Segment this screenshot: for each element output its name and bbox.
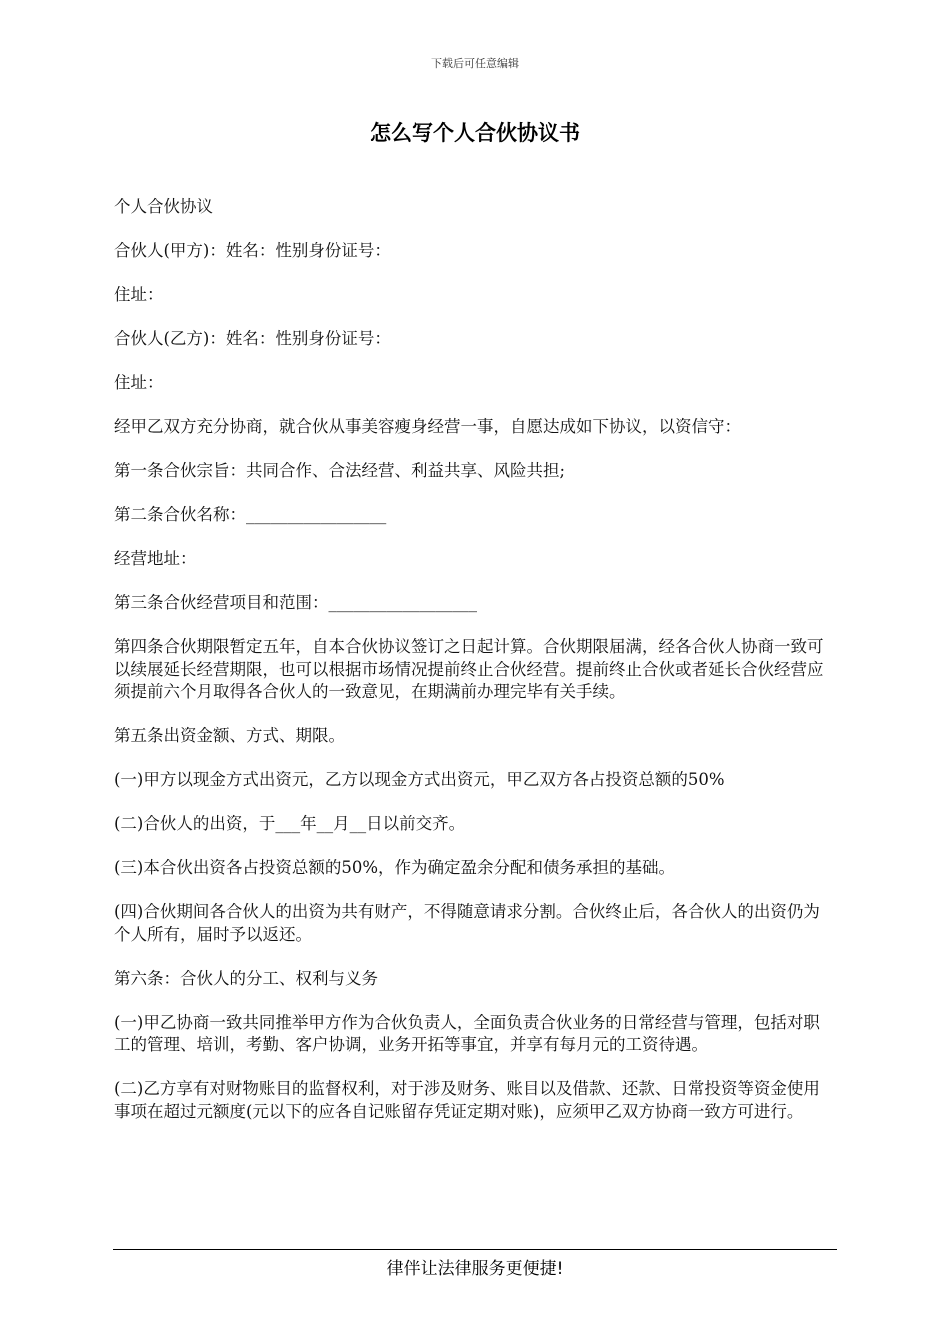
- footer-slogan: 律伴让法律服务更便捷!: [386, 1259, 564, 1279]
- paragraph-preamble: 经甲乙双方充分协商，就合伙从事美容瘦身经营一事，自愿达成如下协议，以资信守：: [114, 417, 741, 436]
- paragraph-article-5-item-1: (一)甲方以现金方式出资元，乙方以现金方式出资元，甲乙双方各占投资总额的50%: [114, 770, 725, 789]
- paragraph-article-6: 第六条：合伙人的分工、权利与义务: [114, 968, 378, 988]
- paragraph-article-1: 第一条合伙宗旨：共同合作、合法经营、利益共享、风险共担;: [114, 461, 566, 480]
- paragraph-heading: 个人合伙协议: [114, 197, 213, 216]
- paragraph-article-3: 第三条合伙经营项目和范围：__________________: [114, 593, 477, 612]
- paragraph-article-5-item-4: (四)合伙期间各合伙人的出资为共有财产，不得随意请求分割。合伙终止后，各合伙人的出资仍为个人所有，届时予以返还。: [114, 902, 820, 944]
- paragraph-article-5-item-2: (二)合伙人的出资，于___年__月__日以前交齐。: [114, 814, 466, 833]
- document-title: 怎么写个人合伙协议书: [370, 121, 580, 145]
- paragraph-party-a: 合伙人(甲方)：姓名：性别身份证号：: [114, 241, 391, 260]
- paragraph-article-2: 第二条合伙名称：_________________: [114, 505, 387, 524]
- paragraph-article-5-item-3: (三)本合伙出资各占投资总额的50%，作为确定盈余分配和债务承担的基础。: [114, 858, 676, 877]
- paragraph-article-6-item-2: (二)乙方享有对财物账目的监督权利，对于涉及财务、账目以及借款、还款、日常投资等资金使用事项在超过元额度(元以下的应各自记账留存凭证定期对账)，应须甲乙双方协商一致方可进行。: [114, 1079, 820, 1121]
- paragraph-article-6-item-1: (一)甲乙协商一致共同推举甲方作为合伙负责人，全面负责合伙业务的日常经营与管理，包括对职工的管理、培训，考勤、客户协调，业务开拓等事宜，并享有每月元的工资待遇。: [114, 1012, 820, 1054]
- document-body: [114, 196, 836, 1145]
- paragraph-business-address: 经营地址：: [114, 549, 197, 568]
- paragraph-party-a-address: 住址：: [114, 285, 164, 304]
- paragraph-article-5: 第五条出资金额、方式、期限。: [114, 726, 345, 745]
- footer-divider: [113, 1249, 837, 1250]
- paragraph-article-4: 第四条合伙期限暂定五年，自本合伙协议签订之日起计算。合伙期限届满，经各合伙人协商一致可以续展延长经营期限，也可以根据市场情况提前终止合伙经营。提前终止合伙或者延长合伙经营应须提前六个月取得各合伙人的一致意见，在期满前办理完毕有关手续。: [114, 637, 824, 701]
- paragraph-party-b: 合伙人(乙方)：姓名：性别身份证号：: [114, 329, 391, 348]
- paragraph-party-b-address: 住址：: [114, 373, 164, 392]
- header-note: 下载后可任意编辑: [431, 57, 519, 70]
